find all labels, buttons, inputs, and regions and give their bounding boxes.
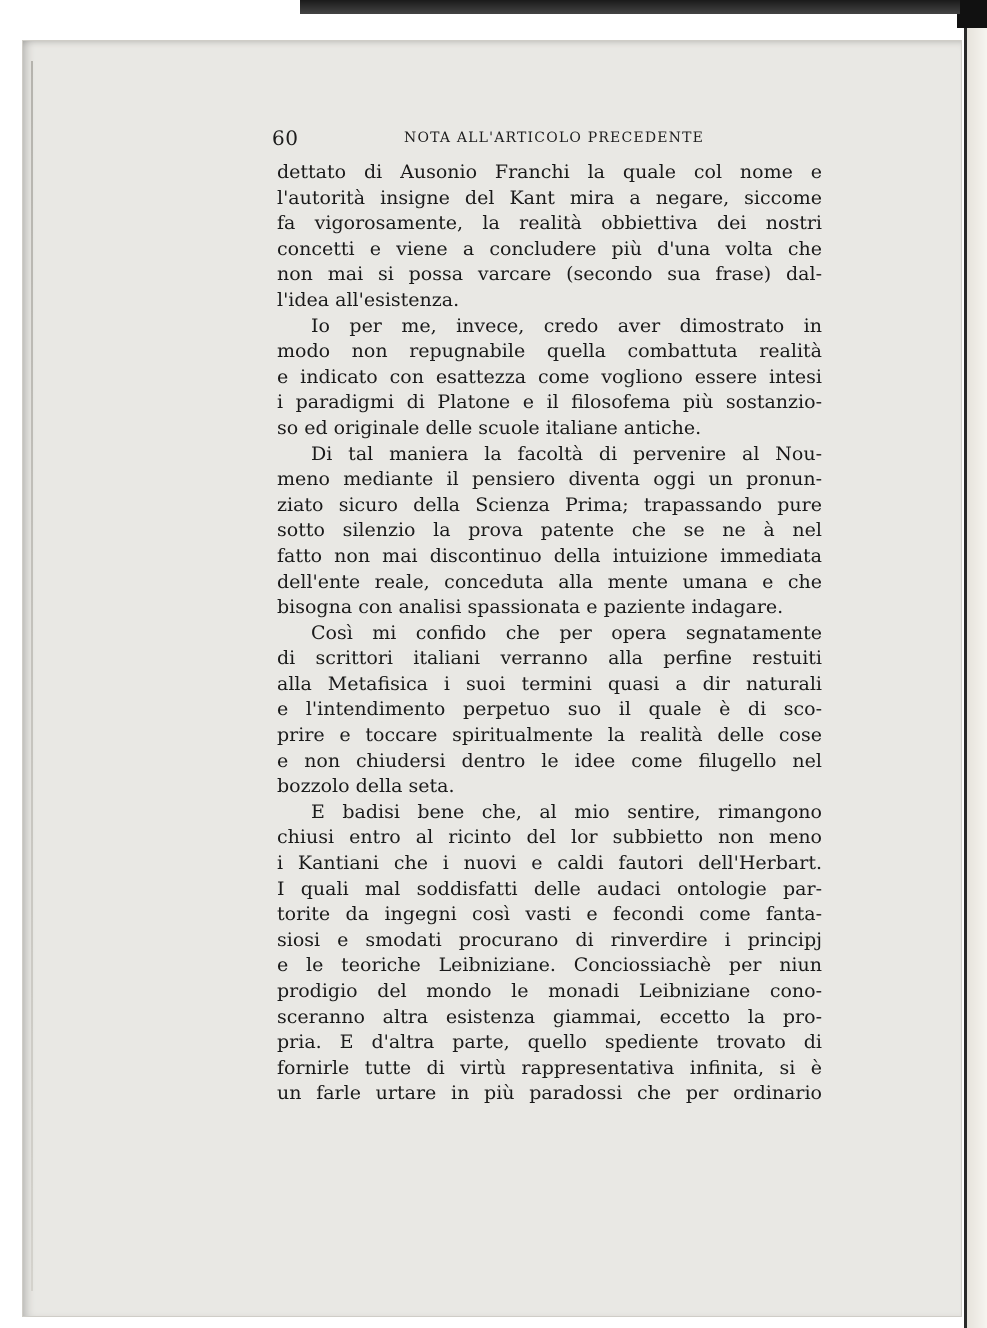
text-line: Così mi confido che per opera segnatamente [311,621,822,644]
text-line: bisogna con analisi spassionata e paziente indagare. [277,596,784,619]
body-text [277,160,822,1107]
text-line: sotto silenzio la prova patente che se ne à nel [277,519,822,542]
text-line: e l'intendimento perpetuo suo il quale è di sco- [277,698,822,721]
text-line: bozzolo della seta. [277,775,455,798]
scan-dark-corner [957,0,987,28]
text-line: e non chiudersi dentro le idee come filugello nel [277,749,822,772]
page-number: 60 [272,126,299,150]
text-line: di scrittori italiani verranno alla perfine restuiti [277,647,822,670]
text-line: meno mediante il pensiero diventa oggi un pronun- [277,468,822,491]
text-line: l'idea all'esistenza. [277,288,460,311]
text-line: so ed originale delle scuole italiane antiche. [277,416,702,439]
text-line: fornirle tutte di virtù rappresentativa infinita, si è [277,1056,822,1079]
text-line: torite da ingegni così vasti e fecondi come fanta- [277,903,822,926]
text-line: E badisi bene che, al mio sentire, rimangono [311,800,822,823]
text-line: pria. E d'altra parte, quello spediente trovato di [277,1031,822,1054]
text-line: l'autorità insigne del Kant mira a negare, siccome [277,186,822,209]
running-head: NOTA ALL'ARTICOLO PRECEDENTE [404,130,705,146]
text-line: un farle urtare in più paradossi che per ordinario [277,1082,822,1105]
text-line: Io per me, invece, credo aver dimostrato in [311,314,822,337]
text-line: dettato di Ausonio Franchi la quale col nome e [277,161,822,183]
text-line: fatto non mai discontinuo della intuizione immediata [277,544,822,567]
text-line: i paradigmi di Platone e il filosofema più sostanzio- [277,391,822,414]
text-line: sceranno altra esistenza giammai, eccetto la pro- [277,1005,822,1028]
text-line: fa vigorosamente, la realità obbiettiva dei nostri [277,212,822,235]
text-line: non mai si possa varcare (secondo sua frase) dal- [277,263,822,286]
page-header [272,126,802,150]
text-line: chiusi entro al ricinto del lor subbietto non meno [277,826,822,849]
text-line: dell'ente reale, conceduta alla mente umana e che [277,570,822,593]
text-line: e indicato con esattezza come vogliono essere intesi [277,365,822,388]
text-line: e le teoriche Leibniziane. Conciossiachè per niun [277,954,822,977]
book-edge [964,28,987,1328]
text-line: siosi e smodati procurano di rinverdire i principj [277,928,822,951]
text-line: prodigio del mondo le monadi Leibniziane cono- [277,980,822,1002]
text-line: prire e toccare spiritualmente la realità delle cose [277,724,822,747]
page-gutter [31,61,33,1291]
text-line: alla Metafisica i suoi termini quasi a dir naturali [277,672,822,695]
text-line: I quali mal soddisfatti delle audaci ontologie par- [277,877,822,900]
text-line: ziato sicuro della Scienza Prima; trapassando pure [277,493,822,516]
text-line: Di tal maniera la facoltà di pervenire al Nou- [311,442,822,465]
text-line: modo non repugnabile quella combattuta realità [277,340,822,363]
scan-top-edge [300,0,960,14]
text-line: i Kantiani che i nuovi e caldi fautori dell'Herbart. [277,852,822,875]
text-line: concetti e viene a concludere più d'una volta che [277,237,822,260]
